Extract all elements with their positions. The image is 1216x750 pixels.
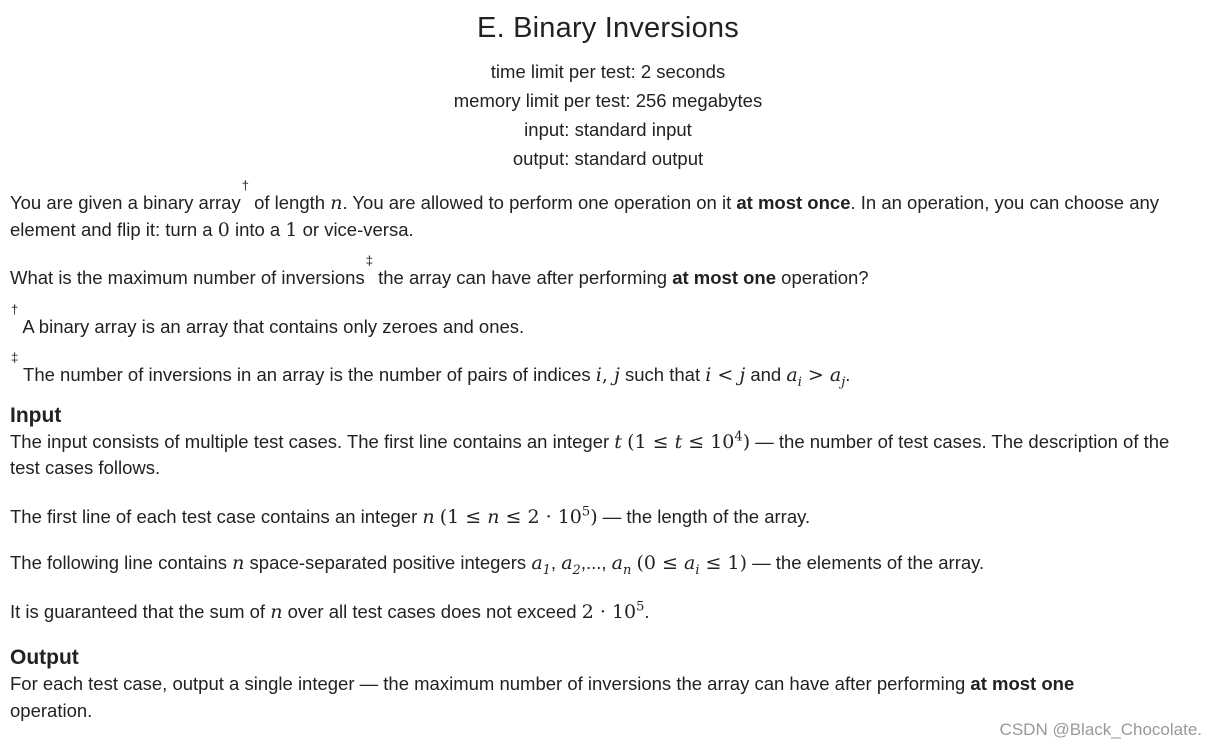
csdn-watermark: CSDN @Black_Chocolate. <box>999 720 1202 739</box>
input-paragraph-1: The input consists of multiple test cases. The first line contains an integer t $(1 \le t \le 10^4)$ — the number of test cases. The description of the test cases follows. <box>10 429 1170 478</box>
problem-header <box>0 0 1216 173</box>
input-paragraph-4: It is guaranteed that the sum of n over all test cases does not exceed $2 \cdot 10^5$. <box>10 599 650 623</box>
input-paragraph-2: The first line of each test case contains an integer n $(1 \le n \le 2 \cdot 10^5)$ — the length of the array. <box>10 504 811 528</box>
output-paragraph-1: For each test case, output a single integer — the maximum number of inversions the array can have after performing at most one operation. <box>10 673 1075 721</box>
time-limit: time limit per test: 2 seconds <box>490 61 726 82</box>
input-heading: Input <box>10 403 62 427</box>
statement-paragraph-2: What is the maximum number of inversions‡ the array can have after performing at most one operation? <box>10 253 869 288</box>
output-spec: output: standard output <box>512 148 704 169</box>
footnote-dagger: † A binary array is an array that contains only zeroes and ones. <box>11 301 525 337</box>
output-heading: Output <box>10 646 79 669</box>
input-paragraph-3: The following line contains n space-separated positive integers $a_1$, $a_2$,..., $a_n$ $(0 \le a_i \le 1)$ — the elements of the array. <box>10 552 985 578</box>
problem-title: E. Binary Inversions <box>477 12 739 44</box>
input-spec: input: standard input <box>524 119 692 140</box>
statement-paragraph-1: You are given a binary array† of length n. You are allowed to perform one operation on it at most once. In an operation, you can choose any element and flip it: turn a 0 into a 1 or vice-versa. <box>10 178 1160 241</box>
problem-statement <box>10 178 1196 724</box>
footnote-ddagger: ‡ The number of inversions in an array is the number of pairs of indices i, j such that i < j and $a_i > a_j$. <box>11 350 851 390</box>
memory-limit: memory limit per test: 256 megabytes <box>453 90 763 111</box>
